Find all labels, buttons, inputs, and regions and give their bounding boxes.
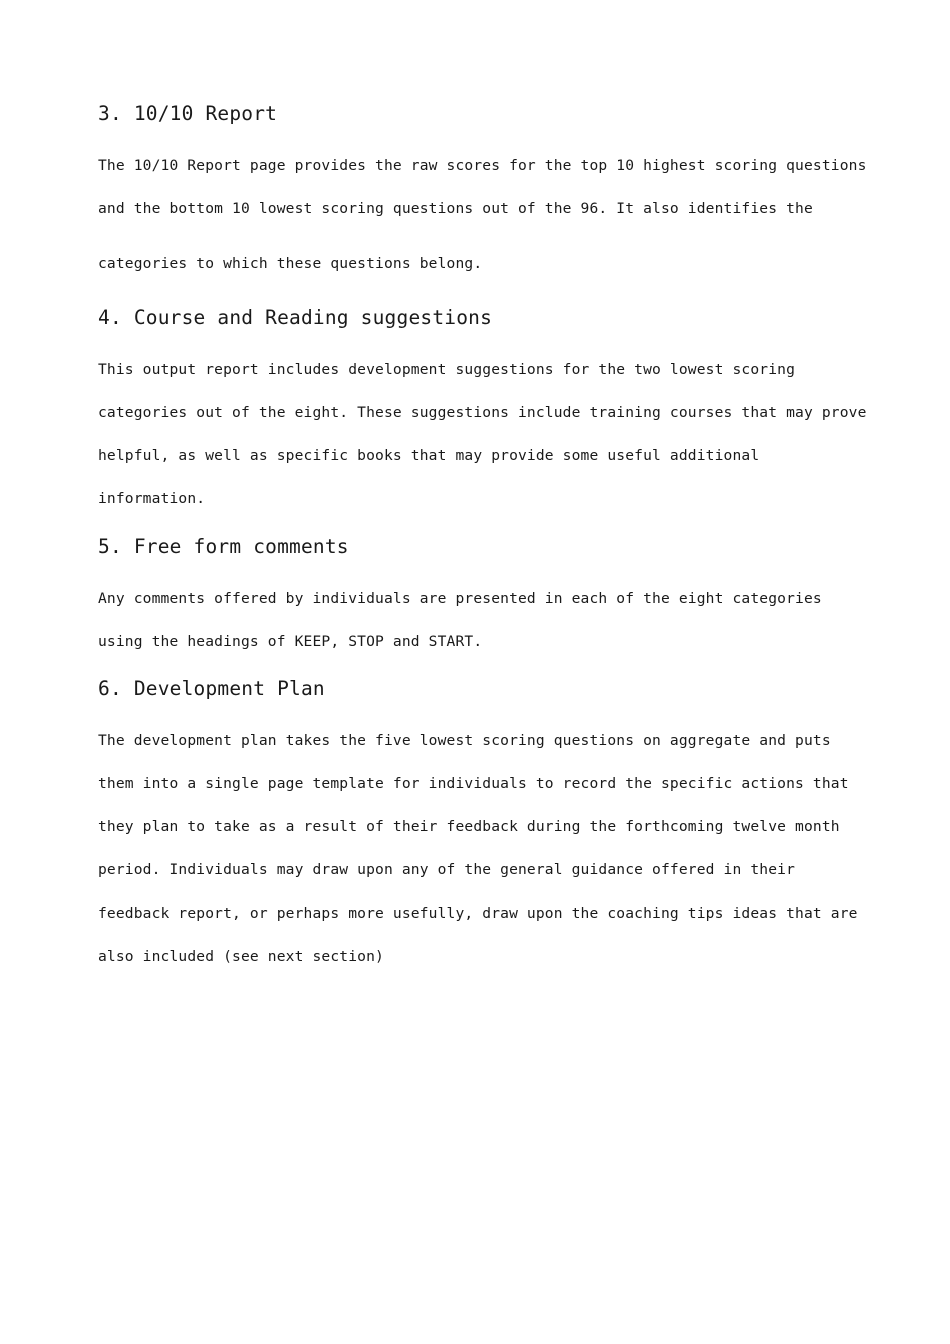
section-heading-course-reading: 4. Course and Reading suggestions xyxy=(98,306,493,329)
paragraph-line: The development plan takes the five lowest scoring questions on aggregate and puts xyxy=(98,732,831,749)
paragraph-line: and the bottom 10 lowest scoring questions out of the 96. It also identifies the xyxy=(98,200,813,217)
paragraph-line: they plan to take as a result of their feedback during the forthcoming twelve month xyxy=(98,818,840,835)
paragraph-line: also included (see next section) xyxy=(98,948,384,965)
paragraph-line: helpful, as well as specific books that may provide some useful additional xyxy=(98,447,760,464)
paragraph-line: Any comments offered by individuals are presented in each of the eight categories xyxy=(98,590,822,607)
paragraph-line: them into a single page template for individuals to record the specific actions that xyxy=(98,775,849,792)
paragraph-line: information. xyxy=(98,490,206,507)
paragraph-line: categories out of the eight. These suggestions include training courses that may prove xyxy=(98,404,867,421)
section-heading-development-plan: 6. Development Plan xyxy=(98,677,325,700)
section-heading-10-10-report: 3. 10/10 Report xyxy=(98,102,278,125)
paragraph-line: This output report includes development suggestions for the two lowest scoring xyxy=(98,361,796,378)
paragraph-line: categories to which these questions belong. xyxy=(98,255,483,272)
section-heading-free-form-comments: 5. Free form comments xyxy=(98,535,349,558)
paragraph-line: feedback report, or perhaps more usefully, draw upon the coaching tips ideas that are xyxy=(98,905,858,922)
paragraph-line: period. Individuals may draw upon any of the general guidance offered in their xyxy=(98,861,796,878)
paragraph-line: The 10/10 Report page provides the raw scores for the top 10 highest scoring questions xyxy=(98,157,867,174)
paragraph-line: using the headings of KEEP, STOP and START. xyxy=(98,633,483,650)
